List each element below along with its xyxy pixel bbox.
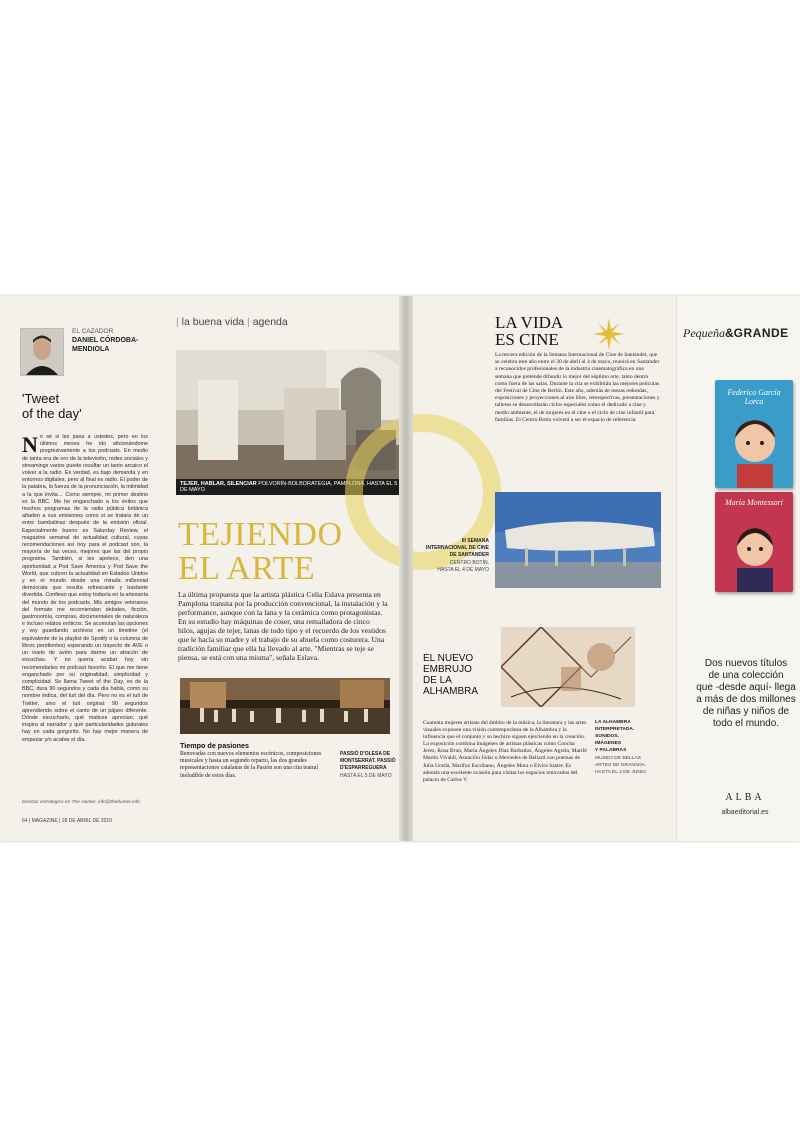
alhambra-caption-line6: MUSEO DE BELLAS xyxy=(595,756,641,761)
alhambra-caption-line2: INTERPRETADA. xyxy=(595,727,635,732)
book-cover-lorca xyxy=(715,380,793,488)
column-title-line2: of the day' xyxy=(22,406,82,421)
column-text: o sé si les pasa a ustedes, pero en los últimos meses he ido aficionándome progresivamente a los podcasts. En medio de tanta era de oro de la televisión, redes sociales y streamings varios puede resultar un tanto arcaico el volver a la radio. Es verdad, es bajo demanda y en entornos digitales, pero al final es radio. El poder de la palabra, la fuerza de la pronunciación, la intimidad a la que invita… Como siempre, mi primer destino es la BBC. Me he enganchado a los éxitos que muchos programas de la radio pública británica añaden a sus emisiones como si se tratara de un entre bambalinas después de la emisión oficial. Especialmente bueno es Saturday Review, el magazine semanal de actualidad cultural, cuyas recomendaciones así hoy para el podcast son, la mayoría de las veces, mejores que las del propio programa. También, si les apetece, den una oportunidad a Pod Save America y Pod Save the World, que cubren la actualidad en Estados Unidos y en el mundo desde una mirada millennial demócrata que resulta refrescante y bastante divertida. Confieso que estoy todavía en la artesanía del mundo de los podcasts. Mis amigos veteranos del formato me recomiendan debates, ficción, gastronomía, compras, documentales de naturaleza e incluso relatos eróticos. Se acumulan las opciones y voy guardando archivos en un timeline (el equivalente de la playlist de Spotify o la columna de libros pendientes) esperando un trayecto de AVE o un vuelo de avión para darme un atracón de escuchas. Y no quería acabar hoy sin recomendarles mi podcast favorito. El que me tiene enganchado por su originalidad, simplicidad y complicidad. Se llama Tweet of the Day, es de la BBC, dura 90 segundos y cada día habla, como su nombre indica, del tuit del día. Pero no es el tuit de Twitter, sino el tuit original: 90 segundos aprendiendo sobre el canto de un pájaro diferente. Dónde escucharlo, qué matices aprecian, qué inspira al narrador y qué particularidades guturales hay en cada gorgorito. No hay mejor manera de empezar y/o acabar el día. xyxy=(22,434,148,743)
passion-text: Renovadas con nuevos elementos escénicos, composiciones musicales y hasta un segundo reparto, las dos grandes representaciones catalanas de la Pasión son una cita teatral ineludible de estos días. xyxy=(180,751,322,779)
page-footer: 64 | MAGAZINE | 28 DE ABRIL DE 2019 xyxy=(22,818,112,824)
theatre-stage-image xyxy=(180,678,390,734)
main-photo-caption-bold: TEJER, HABLAR, SILENCIAR xyxy=(180,481,257,487)
montessori-illustration xyxy=(715,492,793,592)
alhambra-title-line1: EL NUEVO xyxy=(423,653,474,664)
cine-title-line1: LA VIDA xyxy=(495,313,564,332)
passion-dates: HASTA EL 5 DE MAYO xyxy=(340,773,392,779)
alhambra-caption-line3: SONIDOS, xyxy=(595,734,619,739)
right-page xyxy=(413,296,676,841)
alhambra-caption-line8: HASTA EL 2 DE JUNIO xyxy=(595,770,647,775)
book1-title: Federico García Lorca xyxy=(727,388,781,406)
cine-caption-line1: III SEMANA xyxy=(461,538,489,544)
ad-brand-amp: & xyxy=(724,326,734,340)
passion-venue-line1: PASSIÓ D'OLESA DE xyxy=(340,751,391,757)
alhambra-title-line3: DE LA xyxy=(423,675,452,686)
left-page xyxy=(0,296,400,841)
drop-cap: N xyxy=(22,434,38,457)
magazine-spread xyxy=(0,296,800,841)
passion-photo xyxy=(180,678,390,734)
cine-title-line2: ES CINE xyxy=(495,330,559,349)
alhambra-artwork-image xyxy=(501,627,635,707)
cine-caption-line4: CENTRO BOTÍN. xyxy=(449,560,489,566)
passion-venue-line2: MONTSERRAT. PASSIÓ xyxy=(340,758,396,764)
column-body xyxy=(22,434,148,786)
ad-brand-part2: GRANDE xyxy=(733,326,789,340)
section-header xyxy=(176,316,288,328)
headline-line1: TEJIENDO xyxy=(178,516,343,553)
ad-brand xyxy=(683,324,800,342)
cine-caption-line2: INTERNACIONAL DE CINE xyxy=(426,545,489,551)
centro-botin-building-image xyxy=(495,492,661,588)
columnist-avatar xyxy=(20,328,64,376)
book2-title: María Montessori xyxy=(725,498,783,507)
ad-panel xyxy=(676,296,800,841)
headline-line2: EL ARTE xyxy=(178,550,316,587)
columnist-name-line1: DANIEL CÓRDOBA- xyxy=(72,337,139,344)
ad-publisher: ALBA xyxy=(725,792,765,803)
ad-brand-part1: Pequeña xyxy=(683,326,725,340)
columnist-role: EL CAZADOR xyxy=(72,328,114,335)
alhambra-title-line2: EMBRUJO xyxy=(423,664,472,675)
ad-text-line5: de niñas y niños de xyxy=(702,706,790,717)
passion-venue-line3: D'ESPARREGUERA xyxy=(340,765,387,771)
section-label: la buena vida xyxy=(181,316,245,328)
book-cover-montessori xyxy=(715,492,793,592)
cine-text: La tercera edición de la Semana Internacional de Cine de Santander, que se celebra este año entre el 30 de abril al 4 de mayo, reunirá en Santander a reconocidos profesionales de la industria cinematográfica en una semana que pretende difundir lo mejor del séptimo arte, tanto dentro como fuera de las salas. Durante la cita se exhibirán las mejores películas del Festival de Cine de Berlín. Este año, además de mesas redondas, exposiciones y proyecciones al aire libre, retrospectivas, presentaciones y talleres se desarrollarán ciclos especiales como el dedicado a cine y medio ambiente, el de mujeres en el cine o el ciclo de cine infantil para familias. El Centro Botín volverá a ser el espacio de referencia. xyxy=(495,352,660,423)
ad-text-line1: Dos nuevos títulos xyxy=(704,658,788,669)
sun-star-graphic xyxy=(593,318,625,350)
ad-url[interactable]: albaeditorial.es xyxy=(721,809,769,816)
ad-text-line3: que -desde aquí- llega xyxy=(696,682,796,693)
alhambra-title-line4: ALHAMBRA xyxy=(423,686,479,697)
alhambra-caption-line7: ARTES DE GRANADA. xyxy=(595,763,647,768)
section-divider: | xyxy=(176,316,179,328)
cine-caption-line3: DE SANTANDER xyxy=(449,552,489,558)
ad-text xyxy=(683,658,800,730)
author-note: Director estratégico en The Hunter. info@thehunter.info xyxy=(22,800,140,805)
ad-text-line2: de una colección xyxy=(708,670,784,681)
alhambra-text: Cuarenta mujeres artistas del ámbito de la música, la literatura y las artes visuales exponen una visión contemporánea de la Alhambra y la influencia que el conjunto y su hechizo siguen ejerciendo en la creación. La exposición combina imágenes de artistas plásticas como Concha Jerez, Rosa Brun, María Ángeles Díaz Barbados, Ángeles Agrela, Marifé Martín Vivaldi, Asunción Jódar o Mercedes de Bellard con poemas de Julia Uceda, Marifuz Escribano, Ángeles Mora o Elvira Sastre. Es además una excelente ocasión para visitar los espacios renovados del palacio de Carlos V. xyxy=(423,720,587,783)
section-divider: | xyxy=(247,316,250,328)
column-title-line1: 'Tweet xyxy=(22,391,60,406)
alhambra-photo xyxy=(501,627,635,707)
page-gutter xyxy=(399,296,413,841)
portrait-image xyxy=(21,329,63,375)
lead-text: La última propuesta que la artista plástica Celia Eslava presenta en Pamplona transita por la producción convencional, la instalación y la performance, aunque con la lana y la cerámica como protagonistas. En su estudio hay máquinas de coser, una remalladora de cinco hilos, agujas de tejer, lanas de todo tipo y el recuerdo de los vestidos que le hacía su madre y el trabajo de su abuela como costurera. Una tradición familiar que ella ha llevado al arte. "Mientras se teje se piensa, se está con una misma", señala Eslava. xyxy=(178,590,388,662)
cine-caption-line5: HASTA EL 4 DE MAYO xyxy=(437,567,489,573)
section-sub-label: agenda xyxy=(252,316,288,328)
alhambra-caption-line4: IMÁGENES xyxy=(595,741,622,746)
passion-title: Tiempo de pasiones xyxy=(180,741,249,750)
cine-photo xyxy=(495,492,661,588)
alhambra-caption-line5: Y PALABRAS xyxy=(595,748,627,753)
columnist-name-line2: MENDIOLA xyxy=(72,346,110,353)
main-photo-caption-text: POLVORÍN-BOLBORATEGIA, PAMPLONA. HASTA EL 5 DE MAYO xyxy=(180,481,398,493)
alhambra-caption-line1: LA ALHAMBRA xyxy=(595,720,631,725)
ad-text-line6: todo el mundo. xyxy=(712,718,780,729)
sun-icon xyxy=(593,318,625,350)
ad-text-line4: a más de dos millones xyxy=(696,694,796,705)
